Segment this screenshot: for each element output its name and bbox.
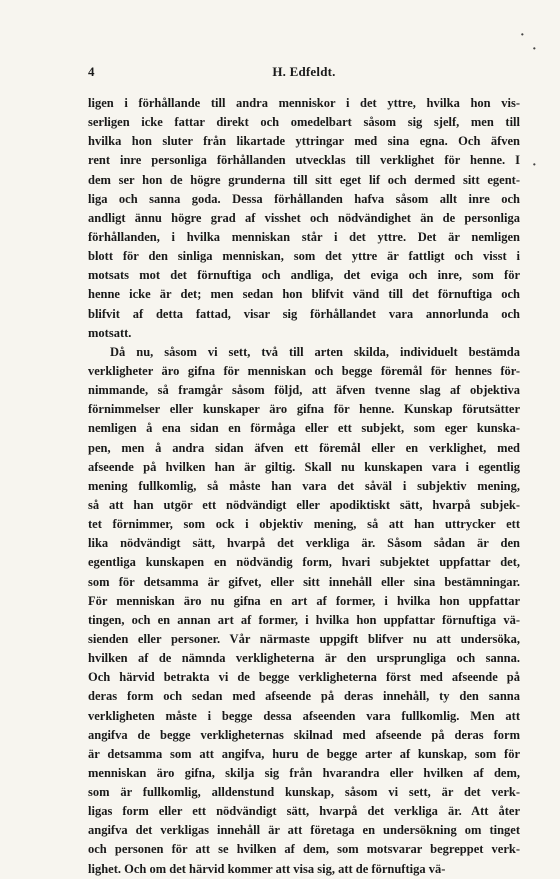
text-line: hvilka hon sluter från likartade yttringar med sina egna. Och äfven [88,134,520,149]
text-line: är detsamma som att angifva, huru de begge arter af kunskap, som för [88,746,520,761]
margin-speck: · [532,42,537,57]
text-line: som är fullkomlig, alldenstund kunskap, såsom vi sett, är det verk- [88,785,520,800]
text-line: ligas form eller ett nödvändigt sätt, hvarpå det verkliga är. Att åter [88,804,520,819]
page-header [88,64,520,82]
text-line: menniskan äro gifna, skilja sig från hvarandra eller hvilken af dem, [88,765,520,780]
margin-speck: · [520,28,525,43]
text-line: förnimmelser eller kunskaper äro gifna för henne. Kunskap förutsätter [88,402,520,417]
body-text [88,94,520,879]
text-line: så att han utgör ett nödvändigt eller apodiktiskt sätt, hvarpå subjek- [88,497,520,512]
text-line: dem ser hon de högre grunderna till sitt eget lif och dermed sitt egent- [88,172,520,187]
text-line: blott för den sinliga menniskan, som det yttre är fattligt och visst i [88,249,520,264]
text-line: verkligheter äro gifna för menniskan och begge föremål för hennes för- [88,363,520,378]
text-line: motsatt. [88,325,132,340]
text-line: tet förnimmer, som ock i objektiv mening, så att han uttrycker ett [88,517,520,532]
text-line: tingen, och en annan art af former, i hvilka hon uppfattar förnuftiga vä- [88,612,520,627]
text-line: afseende på hvilken han är giltig. Skall nu kunskapen vara i egentlig [88,459,520,474]
text-line: För menniskan äro nu gifna en art af former, i hvilka hon uppfattar [88,593,520,608]
text-line: ligen i förhållande till andra menniskor i det yttre, hvilka hon vis- [88,96,520,110]
text-line: Då nu, såsom vi sett, två till arten skilda, individuelt bestämda [110,344,520,359]
text-line: blifvit af detta fattad, visar sig förhållandet vara annorlunda och [88,306,520,321]
text-line: förhållanden, i hvilka menniskan står i det yttre. Det är nemligen [88,229,520,244]
text-line: lighet. Och om det härvid kommer att visa sig, att de förnuftiga vä- [88,861,446,876]
text-line: hvilken af de nämnda verkligheterna är den ursprungliga och sanna. [88,651,520,666]
text-line: andligt ännu högre grad af visshet och nödvändighet än de personliga [88,210,520,225]
text-line: deras form och sedan med afseende på deras innehåll, ty den sanna [88,689,520,704]
text-line: nimmande, så framgår såsom följd, att äfven tvenne slag af objektiva [88,383,520,398]
text-line: sienden eller personer. Vår närmaste uppgift blifver nu att undersöka, [88,631,520,646]
text-line: motsats mot det förnuftiga och andliga, det eviga och inre, som för [88,268,520,283]
text-line: nemligen å ena sidan en förmåga eller ett subjekt, som eger kunska- [88,421,520,436]
text-line: och personen för att se hvilken af dem, som motsvarar begreppet verk- [88,842,520,857]
margin-speck: · [532,158,537,173]
text-line: verkligheten måste i begge dessa afseenden vara fullkomlig. Men att [88,708,520,723]
text-line: rent inre personliga förhållanden utvecklas till verklighet för henne. I [88,153,520,168]
text-line: angifva det verkligas innehåll är att företaga en undersökning om tinget [88,823,520,838]
text-line: lika nödvändigt sätt, hvarpå det verkliga är. Såsom sådan är den [88,536,520,551]
text-line: egentliga kunskapen en nödvändig form, hvari subjektet uppfattar det, [88,555,520,570]
page-number: 4 [88,64,95,79]
text-line: angifva de begge verkligheternas skilnad med afseende på deras form [88,727,520,742]
text-line: som för detsamma är gifvet, eller sitt innehåll eller sina bestämningar. [88,574,520,589]
text-line: henne icke är det; men sedan hon blifvit vänd till det förnuftiga och [88,287,520,302]
running-head: H. Edfeldt. [272,64,336,79]
text-line: mening fullkomlig, så måste han vara det såväl i subjektiv mening, [88,478,520,493]
text-line: liga och sanna goda. Dessa förhållanden hafva såsom allt inre och [88,191,520,206]
text-line: Och härvid betrakta vi de begge verkligheterna först med afseende på [88,670,520,685]
text-line: serligen icke fattar direkt och omedelbart såsom sig sjelf, men till [88,115,520,130]
text-line: pen, men å andra sidan äfven ett föremål eller en verklighet, med [88,440,520,455]
